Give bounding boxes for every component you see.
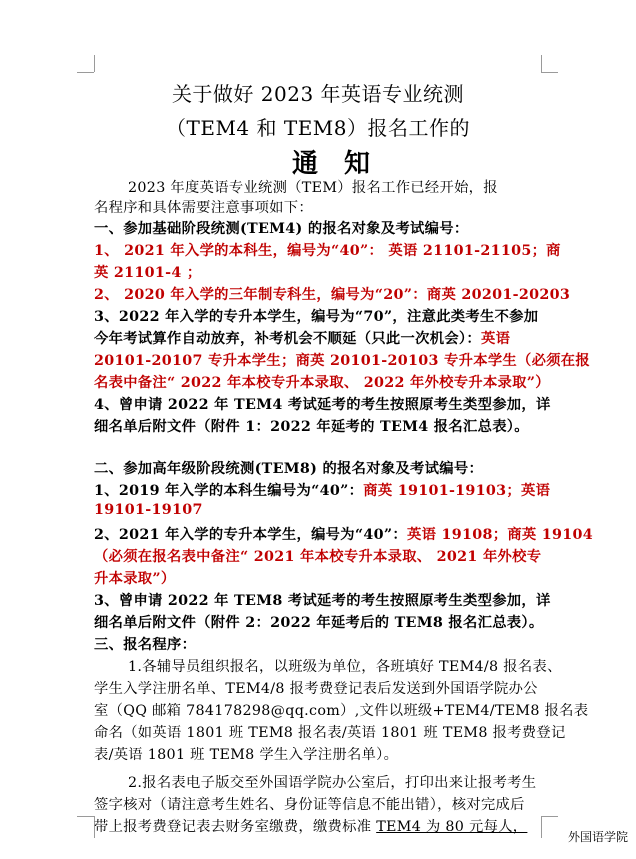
section-3-para-1-cont: 室（QQ 邮箱 784178298@qq.com）,文件以班级+TEM4/TEM8 报名表 [94, 703, 589, 719]
item-text: 1、2019 年入学的本科生编号为“40”： [94, 483, 364, 499]
section-2-item-2-cont: （必须在报名表中备注“ 2021 年本校专升本录取、 2021 年外校专 [94, 549, 542, 565]
item-text: 今年考试算作自动放弃，补考机会不顺延（只此一次机会）： [94, 331, 481, 347]
footer-department-label: 外国语学院 [567, 830, 628, 844]
section-3-para-2-cont: 签字核对（请注意考生姓名、身份证等信息不能出错），核对完成后 [94, 797, 525, 813]
section-1-item-3: 3、2022 年入学的专升本学生，编号为“70”，注意此类考生不参加 [94, 309, 539, 325]
section-1-item-4-cont: 细名单后附文件（附件 1：2022 年延考的 TEM4 报名汇总表）。 [94, 419, 529, 435]
section-2-heading: 二、参加高年级阶段统测(TEM8) 的报名对象及考试编号： [94, 461, 484, 477]
section-3-para-2: 2.报名表电子版交至外国语学院办公室后，打印出来让报考考生 [128, 775, 537, 791]
section-2-item-1-cont: 19101-19107 [94, 502, 203, 518]
item-text: 2、2021 年入学的专升本学生，编号为“40”： [94, 527, 408, 543]
item-text: 带上报考费登记表去财务室缴费，缴费标准 [94, 819, 377, 835]
section-1-item-4: 4、曾申请 2022 年 TEM4 考试延考的考生按照原考生类型参加，详 [94, 397, 551, 413]
section-1-item-3-cont: 名表中备注“ 2022 年本校专升本录取、 2022 年外校专升本录取”） [94, 375, 550, 391]
title-line-1: 关于做好 2023 年英语专业统测 [171, 82, 465, 106]
fee-standard-text: TEM4 为 80 元每人， [376, 819, 528, 835]
section-2-item-2 [94, 524, 594, 544]
page-corner-mark-top-left [77, 72, 94, 73]
section-3-para-1-cont: 学生入学注册名单、TEM4/8 报考费登记表后发送到外国语学院办公 [94, 681, 538, 697]
section-3-para-1-cont: 命名（如英语 1801 班 TEM8 报名表/英语 1801 班 TEM8 报考费登记 [94, 725, 566, 741]
section-1-heading: 一、参加基础阶段统测(TEM4) 的报名对象及考试编号： [94, 221, 469, 237]
page-corner-mark-top-right [541, 55, 542, 72]
page-corner-mark-bottom-right [541, 816, 558, 817]
page-corner-mark-top-right [541, 72, 558, 73]
intro-paragraph-line: 名程序和具体需要注意事项如下： [94, 200, 313, 216]
item-text: 英语 [480, 331, 511, 347]
section-1-item-3-cont: 20101-20107 专升本学生；商英 20101-20103 专升本学生（必须在报 [94, 353, 590, 369]
item-text: 商英 19101-19103；英语 [363, 483, 551, 499]
section-1-item-1 [94, 240, 561, 260]
section-3-para-1-cont: 表/英语 1801 班 TEM8 学生入学注册名单）。 [94, 747, 399, 763]
intro-paragraph-line: 2023 年度英语专业统测（TEM）报名工作已经开始，报 [128, 180, 498, 196]
page-corner-mark-bottom-left [77, 816, 94, 817]
section-3-para-2-cont [94, 816, 542, 836]
section-2-item-2-cont: 升本录取”） [94, 571, 176, 587]
title-line-2: （TEM4 和 TEM8）报名工作的 [166, 116, 470, 140]
section-3-para-1: 1.各辅导员组织报名，以班级为单位，各班填好 TEM4/8 报名表、 [128, 659, 562, 675]
item-text: 英语 19108；商英 19104 [407, 527, 594, 543]
section-2-item-3-cont: 细名单后附文件（附件 2：2022 年延考后的 TEM8 报名汇总表）。 [94, 615, 544, 631]
title-notice: 通知 [291, 149, 396, 179]
section-3-heading: 三、报名程序： [94, 637, 197, 653]
item-text: 英语 21101-21105；商 [383, 243, 561, 259]
section-1-item-2: 2、 2020 年入学的三年制专科生，编号为“20”：商英 20201-20203 [94, 287, 571, 303]
section-2-item-1 [94, 480, 551, 500]
section-1-item-1-cont: 英 21101-4 ； [94, 265, 202, 281]
section-2-item-3: 3、曾申请 2022 年 TEM8 考试延考的考生按照原考生类型参加，详 [94, 593, 551, 609]
section-1-item-3-cont [94, 328, 542, 348]
page-corner-mark-top-left [94, 55, 95, 72]
item-text: 1、 2021 年入学的本科生，编号为“40”： [94, 243, 384, 259]
